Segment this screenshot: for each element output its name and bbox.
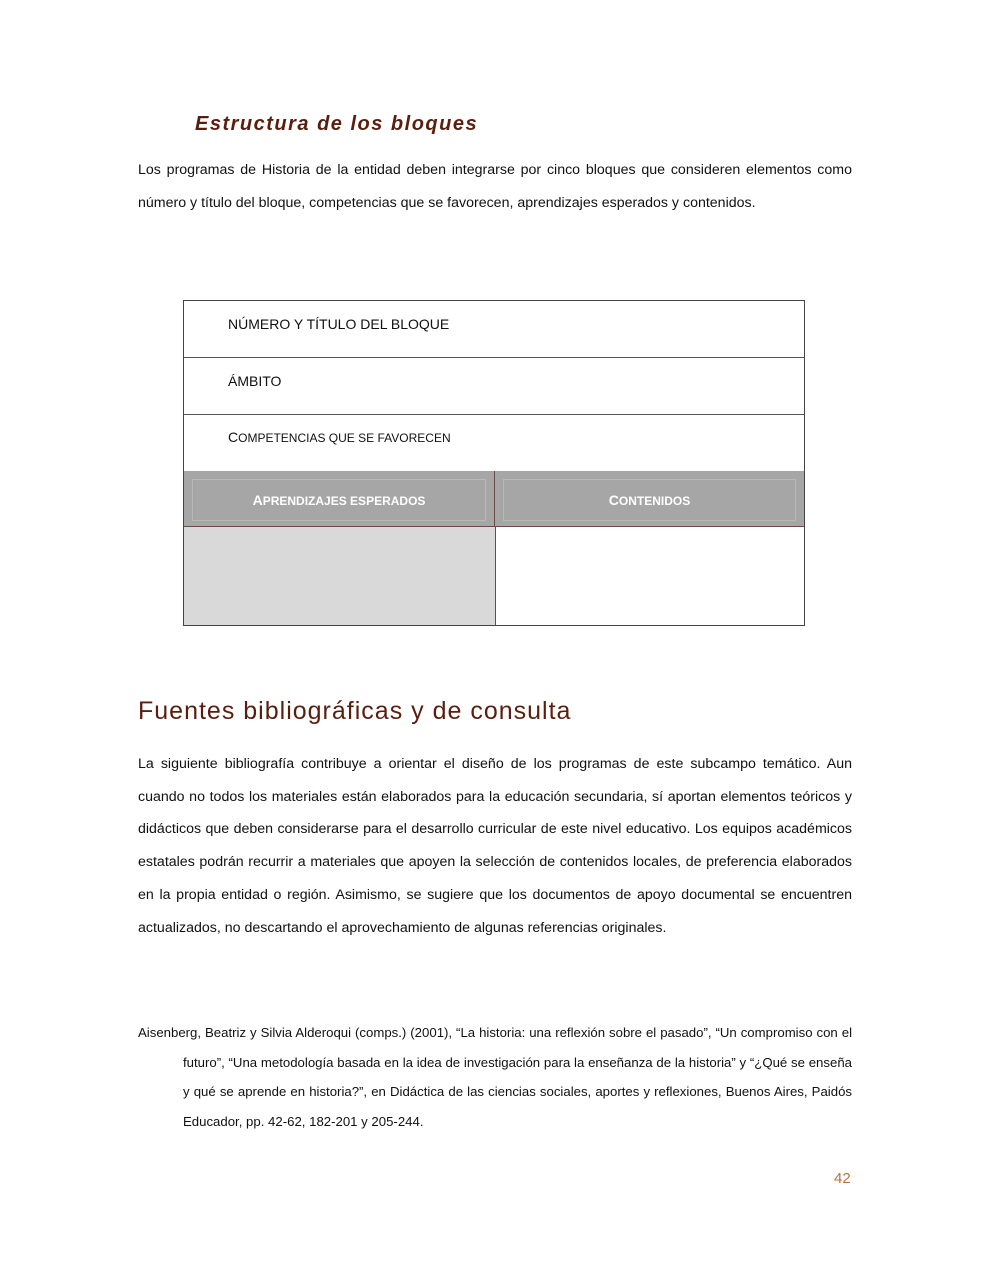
- row-block-title: NÚMERO Y TÍTULO DEL BLOQUE: [184, 301, 804, 358]
- page-number: 42: [834, 1170, 851, 1187]
- header-contents: CONTENIDOS: [495, 471, 804, 527]
- header-expected-learning: APRENDIZAJES ESPERADOS: [184, 471, 495, 527]
- reference-entry: Aisenberg, Beatriz y Silvia Alderoqui (comps.) (2001), “La historia: una reflexión sobre el pasado”, “Un compromiso con el futuro”, “Una metodología basada en la idea de investigación para la enseñanza de la historia” y “¿Qué se enseña y qué se aprende en historia?”, en Didáctica de las ciencias sociales, aportes y reflexiones, Buenos Aires, Paidós Educador, pp. 42-62, 182-201 y 205-244.: [138, 1025, 852, 1129]
- row-competencies: COMPETENCIAS QUE SE FAVORECEN: [228, 429, 451, 445]
- bibliography-heading: Fuentes bibliográficas y de consulta: [138, 697, 572, 725]
- cell-contents: [496, 527, 804, 625]
- bibliography-paragraph: La siguiente bibliografía contribuye a orientar el diseño de los programas de este subcampo temático. Aun cuando no todos los materiales están elaborados para la educación secundaria, sí aportan elementos teóricos y didácticos que deben considerarse para el desarrollo curricular de este nivel educativo. Los equipos académicos estatales podrán recurrir a materiales que apoyen la selección de contenidos locales, de preferencia elaborados en la propia entidad o región. Asimismo, se sugiere que los documentos de apoyo documental se encuentren actualizados, no descartando el aprovechamiento de algunas referencias originales.: [138, 756, 852, 936]
- row-scope: ÁMBITO: [184, 358, 804, 415]
- cell-expected-learning: [184, 527, 496, 625]
- block-structure-table: [183, 300, 805, 626]
- intro-paragraph: Los programas de Historia de la entidad deben integrarse por cinco bloques que consideren elementos como número y título del bloque, competencias que se favorecen, aprendizajes esperados y contenidos.: [138, 162, 852, 211]
- section-heading: Estructura de los bloques: [195, 113, 479, 135]
